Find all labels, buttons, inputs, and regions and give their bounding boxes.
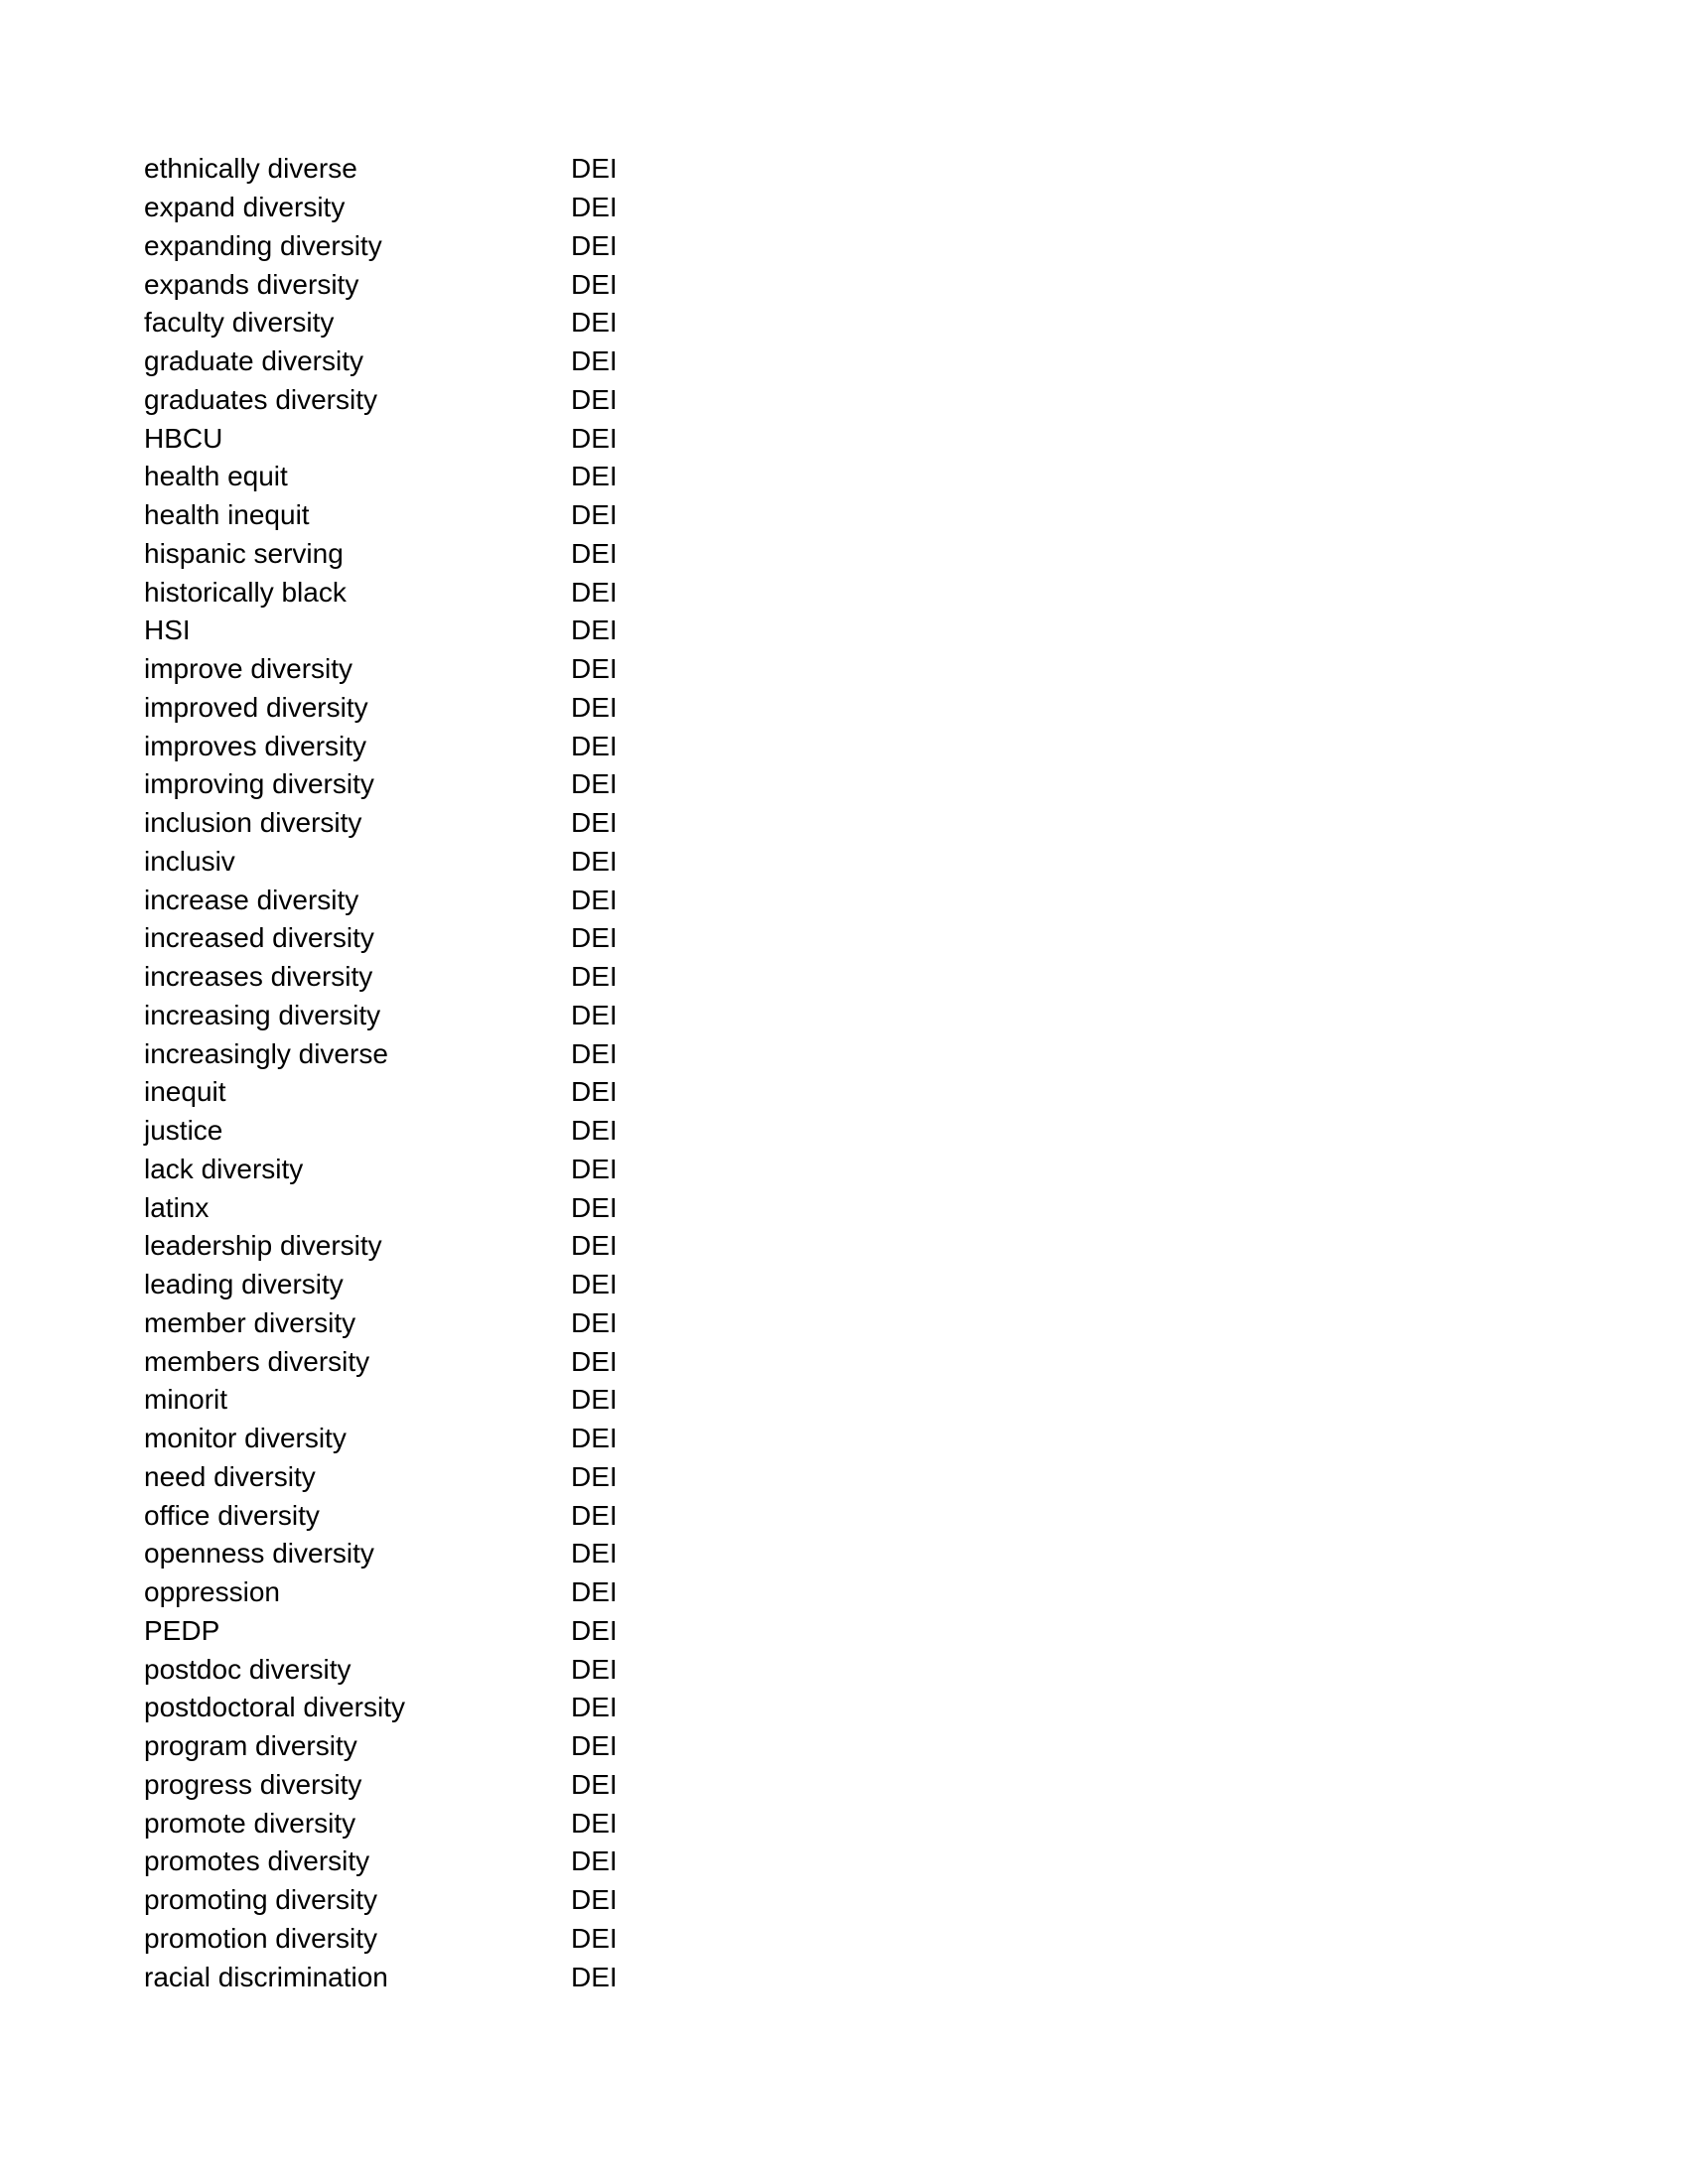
list-item [144,1766,660,1805]
term-text: increases diversity [144,961,373,993]
term-text: leading diversity [144,1269,344,1300]
list-item [144,689,660,728]
term-text: justice [144,1115,223,1147]
term-text: HBCU [144,422,223,454]
term-text: promoting diversity [144,1884,377,1916]
category-text: DEI [571,845,618,877]
category-text: DEI [571,1499,618,1531]
list-item [144,304,660,342]
list-item [144,189,660,227]
category-text: DEI [571,1653,618,1685]
list-item [144,1266,660,1304]
term-text: graduate diversity [144,345,364,377]
list-item [144,496,660,535]
category-text: DEI [571,576,618,608]
term-text: oppression [144,1576,280,1608]
term-text: office diversity [144,1499,320,1531]
list-item [144,727,660,765]
term-text: promote diversity [144,1807,356,1839]
term-text: minorit [144,1384,228,1416]
list-item [144,650,660,689]
category-text: DEI [571,1269,618,1300]
term-text: inequit [144,1076,226,1108]
list-item [144,1843,660,1881]
term-text: latinx [144,1191,210,1223]
category-text: DEI [571,537,618,569]
category-text: DEI [571,1538,618,1570]
category-text: DEI [571,614,618,646]
list-item [144,535,660,574]
list-item [144,1535,660,1573]
list-item [144,265,660,304]
list-item [144,804,660,843]
category-text: DEI [571,345,618,377]
term-text: expands diversity [144,268,359,300]
list-item [144,1920,660,1959]
category-text: DEI [571,229,618,261]
category-text: DEI [571,1230,618,1262]
list-item [144,1151,660,1189]
category-text: DEI [571,1191,618,1223]
list-item [144,1881,660,1920]
list-item [144,1573,660,1612]
term-text: graduates diversity [144,383,378,415]
list-item [144,1612,660,1651]
list-item [144,958,660,997]
term-text: increasingly diverse [144,1037,388,1069]
term-text: ethnically diverse [144,153,357,185]
category-text: DEI [571,1961,618,1992]
list-item [144,1304,660,1343]
term-text: historically black [144,576,347,608]
term-text: increased diversity [144,922,374,954]
term-text: promotion diversity [144,1922,377,1954]
list-item [144,573,660,612]
category-text: DEI [571,499,618,531]
term-text: openness diversity [144,1538,374,1570]
list-item [144,612,660,650]
term-text: postdoctoral diversity [144,1692,406,1723]
term-text: leadership diversity [144,1230,382,1262]
list-item [144,381,660,420]
category-text: DEI [571,1730,618,1762]
category-text: DEI [571,1076,618,1108]
category-text: DEI [571,1345,618,1377]
list-item [144,342,660,381]
list-item [144,150,660,189]
list-item [144,919,660,958]
category-text: DEI [571,1922,618,1954]
term-text: need diversity [144,1460,316,1492]
category-text: DEI [571,422,618,454]
term-text: lack diversity [144,1153,304,1184]
category-text: DEI [571,961,618,993]
term-text: health equit [144,461,288,492]
term-text: expand diversity [144,192,346,223]
category-text: DEI [571,1884,618,1916]
category-text: DEI [571,1384,618,1416]
list-item [144,1342,660,1381]
category-text: DEI [571,383,618,415]
category-text: DEI [571,1306,618,1338]
term-text: improves diversity [144,730,367,761]
list-item [144,1958,660,1996]
term-text: progress diversity [144,1768,362,1800]
term-text: increase diversity [144,884,359,915]
category-text: DEI [571,1692,618,1723]
list-item [144,1112,660,1151]
category-text: DEI [571,1576,618,1608]
list-item [144,1073,660,1112]
term-text: postdoc diversity [144,1653,352,1685]
term-text: improve diversity [144,653,353,685]
term-text: inclusion diversity [144,807,362,839]
category-text: DEI [571,730,618,761]
term-text: improving diversity [144,768,374,800]
category-text: DEI [571,153,618,185]
category-text: DEI [571,1115,618,1147]
category-text: DEI [571,1153,618,1184]
list-item [144,1727,660,1766]
category-text: DEI [571,1768,618,1800]
term-text: racial discrimination [144,1961,388,1992]
term-text: PEDP [144,1614,220,1646]
category-text: DEI [571,192,618,223]
category-text: DEI [571,768,618,800]
term-text: monitor diversity [144,1423,347,1454]
category-text: DEI [571,1037,618,1069]
list-item [144,843,660,882]
list-item [144,1689,660,1727]
list-item [144,227,660,266]
list-item [144,1458,660,1497]
category-text: DEI [571,1845,618,1877]
category-text: DEI [571,307,618,339]
category-text: DEI [571,1614,618,1646]
category-text: DEI [571,807,618,839]
category-text: DEI [571,691,618,723]
term-text: health inequit [144,499,310,531]
list-item [144,1804,660,1843]
term-text: member diversity [144,1306,356,1338]
list-item [144,419,660,458]
term-text: faculty diversity [144,307,335,339]
list-item [144,458,660,496]
list-item [144,1381,660,1420]
list-item [144,1420,660,1458]
term-text: improved diversity [144,691,368,723]
list-item [144,1650,660,1689]
category-text: DEI [571,653,618,685]
term-text: increasing diversity [144,999,381,1030]
term-text: inclusiv [144,845,235,877]
term-text: promotes diversity [144,1845,370,1877]
category-text: DEI [571,1807,618,1839]
list-item [144,765,660,804]
category-text: DEI [571,922,618,954]
term-text: HSI [144,614,191,646]
term-text: expanding diversity [144,229,382,261]
category-text: DEI [571,268,618,300]
category-text: DEI [571,999,618,1030]
term-text: hispanic serving [144,537,344,569]
list-item [144,1496,660,1535]
term-list [144,150,660,1996]
list-item [144,997,660,1035]
list-item [144,1227,660,1266]
list-item [144,1034,660,1073]
category-text: DEI [571,1460,618,1492]
list-item [144,1188,660,1227]
term-text: members diversity [144,1345,370,1377]
list-item [144,881,660,919]
category-text: DEI [571,461,618,492]
term-text: program diversity [144,1730,357,1762]
category-text: DEI [571,884,618,915]
category-text: DEI [571,1423,618,1454]
